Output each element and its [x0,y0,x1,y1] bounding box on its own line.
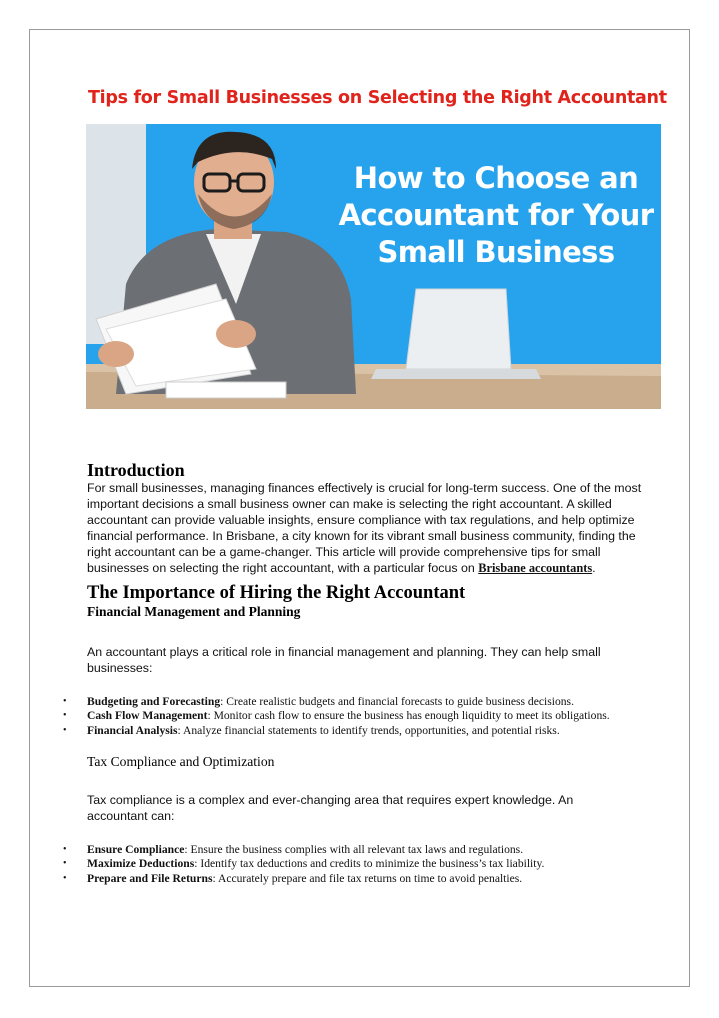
bullet-term: Budgeting and Forecasting [87,695,221,708]
financial-paragraph: An accountant plays a critical role in financial management and planning. They can help small businesses: [87,645,601,676]
hero-line: Accountant for Your [338,198,654,232]
list-item [63,695,647,709]
bullet-glyph: • [63,872,67,884]
intro-end: . [592,561,596,576]
subheading-tax-compliance: Tax Compliance and Optimization [87,754,275,769]
document-title: Tips for Small Businesses on Selecting the Right Accountant [88,88,667,108]
list-item [63,709,647,723]
bullet-glyph: • [63,724,67,736]
bullet-text: : Ensure the business complies with all relevant tax laws and regulations. [184,843,524,856]
intro-paragraph [87,480,647,577]
list-item [63,871,647,886]
bullet-term: Financial Analysis [87,723,178,737]
tax-paragraph: Tax compliance is a complex and ever-changing area that requires expert knowledge. An accountant can: [87,793,574,824]
subheading-financial-management: Financial Management and Planning [87,604,301,619]
bullet-text: : Monitor cash flow to ensure the business has enough liquidity to meet its obligations. [207,709,610,723]
hero-headline [336,160,656,271]
hero-image [86,124,661,409]
hero-line: Small Business [377,235,615,269]
bullet-term: Maximize Deductions [87,857,195,871]
bullet-text: : Identify tax deductions and credits to minimize the business’s tax liability. [194,857,545,871]
list-item [63,843,647,857]
bullet-glyph: • [63,710,67,722]
section-heading-introduction: Introduction [87,460,185,480]
list-item [63,857,647,871]
bullet-term: Prepare and File Returns [87,871,213,885]
bullet-glyph: • [63,696,67,707]
bullet-glyph: • [63,844,67,855]
bullet-text: : Accurately prepare and file tax returns on time to avoid penalties. [212,871,523,885]
section-heading-importance: The Importance of Hiring the Right Accountant [87,583,466,603]
bullet-text: : Create realistic budgets and financial forecasts to guide business decisions. [220,695,574,708]
intro-text: For small businesses, managing finances effectively is crucial for long-term success. One of the most important decisions a small business owner can make is selecting the right accountant. A skilled accountant can provide valuable insights, ensure compliance with tax regulations, and help optimize financial performance. In Brisbane, a city known for its vibrant small business community, finding the right accountant can be a game-changer. This article will provide comprehensive tips for small businesses on selecting the right accountant, with a particular focus on [87,481,642,576]
list-item [63,723,647,738]
financial-bullet-list [63,695,647,738]
bullet-term: Ensure Compliance [87,843,185,856]
bullet-text: : Analyze financial statements to identify trends, opportunities, and potential risks. [177,723,560,737]
brisbane-accountants-link[interactable]: Brisbane accountants [478,561,593,576]
tax-bullet-list [63,843,647,886]
hero-line: How to Choose an [353,161,639,195]
bullet-glyph: • [63,858,67,870]
bullet-term: Cash Flow Management [87,709,208,723]
